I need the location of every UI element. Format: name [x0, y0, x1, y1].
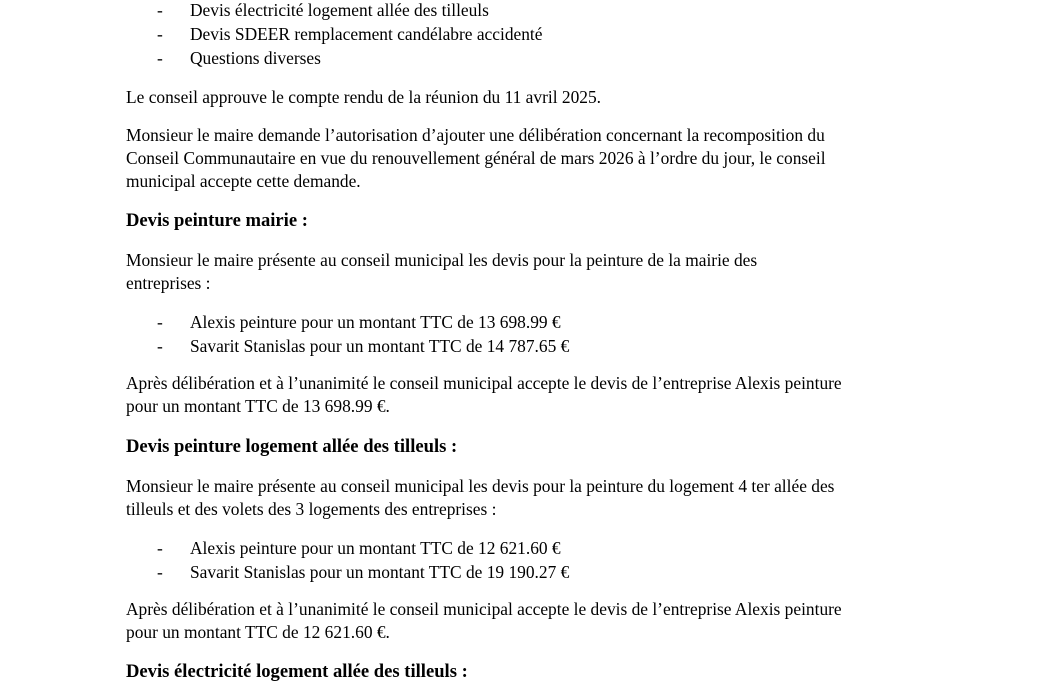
logement-intro-line: Monsieur le maire présente au conseil municipal les devis pour la peinture du logement 4 ter allée des [126, 476, 835, 496]
logement-intro-line: tilleuls et des volets des 3 logements des entreprises : [126, 499, 497, 519]
mairie-quote-alexis: Alexis peinture pour un montant TTC de 13 698.99 € [190, 312, 561, 332]
section-heading-electricite: Devis électricité logement allée des tilleuls : [126, 661, 468, 682]
list-bullet: - [157, 538, 163, 558]
list-bullet: - [157, 312, 163, 332]
mairie-quote-savarit: Savarit Stanislas pour un montant TTC de 14 787.65 € [190, 336, 570, 356]
addition-request-line: Conseil Communautaire en vue du renouvellement général de mars 2026 à l’ordre du jour, le conseil [126, 148, 826, 168]
mairie-intro-line: Monsieur le maire présente au conseil municipal les devis pour la peinture de la mairie des [126, 250, 758, 270]
logement-quote-alexis: Alexis peinture pour un montant TTC de 12 621.60 € [190, 538, 561, 558]
mairie-intro-line: entreprises : [126, 273, 211, 293]
logement-decision-line: Après délibération et à l’unanimité le conseil municipal accepte le devis de l’entreprise Alexis peinture [126, 599, 842, 619]
list-bullet: - [157, 336, 163, 356]
addition-request-line: Monsieur le maire demande l’autorisation d’ajouter une délibération concernant la recomposition du [126, 125, 825, 145]
list-bullet: - [157, 48, 163, 68]
logement-decision-line: pour un montant TTC de 12 621.60 €. [126, 622, 390, 642]
agenda-item-questions: Questions diverses [190, 48, 321, 68]
list-bullet: - [157, 0, 163, 20]
list-bullet: - [157, 24, 163, 44]
agenda-item-electricite: Devis électricité logement allée des tilleuls [190, 0, 489, 20]
list-bullet: - [157, 562, 163, 582]
section-heading-logement: Devis peinture logement allée des tilleuls : [126, 436, 458, 457]
section-heading-mairie: Devis peinture mairie : [126, 210, 308, 231]
mairie-decision-line: pour un montant TTC de 13 698.99 €. [126, 396, 390, 416]
agenda-item-sdeer: Devis SDEER remplacement candélabre accidenté [190, 24, 543, 44]
logement-quote-savarit: Savarit Stanislas pour un montant TTC de 19 190.27 € [190, 562, 570, 582]
approval-text: Le conseil approuve le compte rendu de la réunion du 11 avril 2025. [126, 87, 602, 107]
mairie-decision-line: Après délibération et à l’unanimité le conseil municipal accepte le devis de l’entreprise Alexis peinture [126, 373, 842, 393]
addition-request-line: municipal accepte cette demande. [126, 171, 361, 191]
